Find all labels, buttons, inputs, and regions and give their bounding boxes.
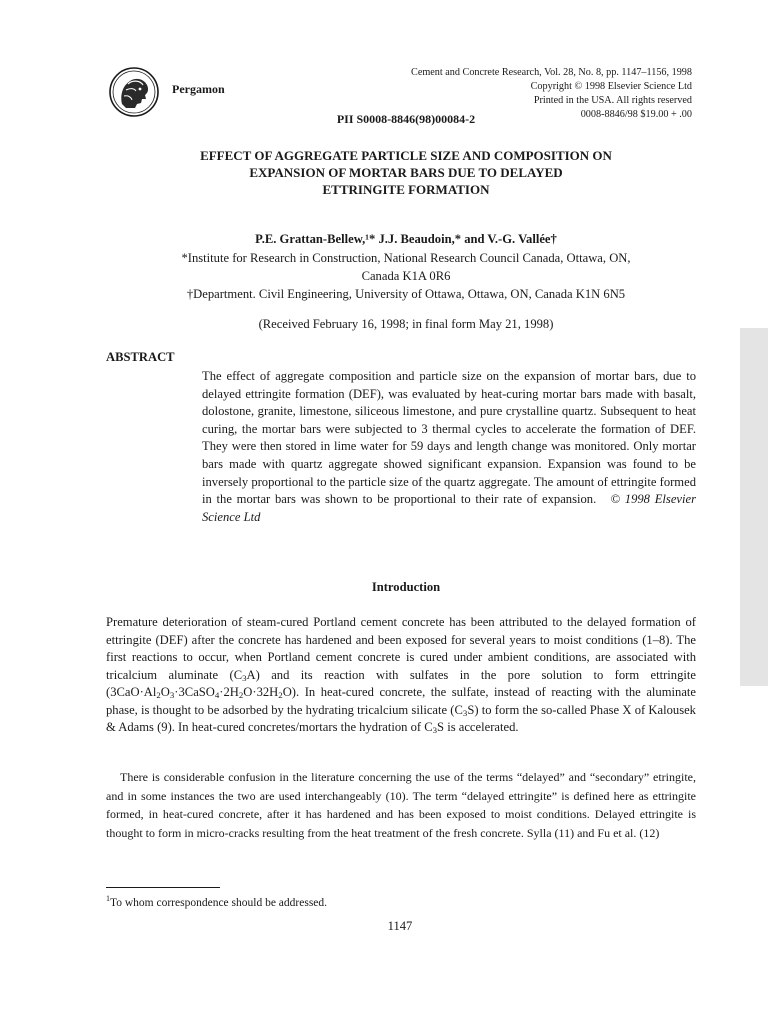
introduction-paragraph-1 [106, 614, 696, 737]
text-run: A) and its reaction with sulfates in the pore solution to form ettringite (3CaO·Al [106, 667, 696, 699]
abstract-text [202, 368, 696, 526]
journal-citation: Cement and Concrete Research, Vol. 28, No. 8, pp. 1147–1156, 1998 [411, 67, 692, 78]
text-run: Premature deterioration of steam-cured Portland cement concrete has been attributed to the delayed formation of ettringite (DEF) after the concrete has hardened and been exposed for several years to moist conditions (1–8). The first reactions to occur, when Portland cement concrete is cured under ambient conditions, are associated with tricalcium aluminate (C [106, 615, 696, 682]
text-run: S is accelerated. [437, 720, 519, 734]
subscript: 2 [238, 690, 244, 700]
subscript: 2 [156, 690, 161, 700]
subscript: 2 [278, 690, 283, 700]
pii-identifier: PII S0008-8846(98)00084-2 [336, 112, 476, 126]
article-title [106, 147, 706, 198]
affiliations [106, 249, 706, 303]
received-dates: (Received February 16, 1998; in final form May 21, 1998) [258, 317, 554, 331]
text-run: O). In heat-cured concrete, the sulfate, instead of reacting with the aluminate phase, is thought to be adsorbed by the hydrating tricalcium silicate (C [106, 685, 696, 717]
footnote-divider [106, 887, 220, 888]
footnote-text: To whom correspondence should be addressed. [110, 897, 328, 909]
abstract-heading: ABSTRACT [106, 350, 175, 364]
text-run: O·32H [243, 685, 279, 699]
subscript: 3 [169, 690, 175, 700]
introduction-paragraph-2: There is considerable confusion in the literature concerning the use of the terms “delayed” and “secondary” etringite, and in some instances the two are used interchangeably (10). The term “delayed ettringite” is defined here as ettringite formed, in heat-cured concrete, after it has hardened and has been exposed to moist conditions. Delayed ettringite is thought to form in micro-cracks resulting from the heat treatment of the fresh concrete. Sylla (11) and Fu et al. (12) [106, 770, 696, 840]
text-run: O [160, 685, 170, 699]
publisher-logo [108, 66, 160, 118]
page-number: 1147 [387, 919, 413, 933]
abstract-body: The effect of aggregate composition and particle size on the expansion of mortar bars, due to delayed ettringite formation (DEF), was evaluated by heat-curing mortar bars made with basalt, dolostone, granite, limestone, siliceous limestone, and pure crystalline quartz. Subsequent to heat curing, the mortar bars were subjected to 3 thermal cycles to accelerate the formation of DEF. They were then stored in lime water for 59 days and length change was monitored. Only mortar bars made with quartz aggregate showed significant expansion. Expansion was found to be inversely proportional to the particle size of the quartz aggregate. The amount of ettringite formed in the mortar bars was shown to be proportional to their rate of expansion. [202, 369, 696, 507]
affiliation-line: Canada K1A 0R6 [361, 269, 451, 283]
journal-printed: Printed in the USA. All rights reserved [533, 95, 692, 106]
title-line: EXPANSION OF MORTAR BARS DUE TO DELAYED [249, 165, 563, 180]
journal-copyright: Copyright © 1998 Elsevier Science Ltd [530, 81, 692, 92]
publisher-name: Pergamon [172, 82, 225, 96]
introduction-heading: Introduction [371, 580, 441, 594]
title-line: ETTRINGITE FORMATION [322, 182, 490, 197]
footnote-marker: 1 [106, 894, 111, 904]
text-run: ·2H [219, 685, 239, 699]
side-tab [740, 328, 768, 686]
title-line: EFFECT OF AGGREGATE PARTICLE SIZE AND COMPOSITION ON [200, 148, 612, 163]
subscript: 3 [432, 725, 438, 735]
affiliation-line: †Department. Civil Engineering, University of Ottawa, Ottawa, ON, Canada K1N 6N5 [186, 287, 626, 301]
affiliation-line: *Institute for Research in Construction, National Research Council Canada, Ottawa, ON, [181, 251, 631, 265]
subscript: 3 [462, 707, 468, 718]
author-list: P.E. Grattan-Bellew,¹* J.J. Beaudoin,* and V.-G. Vallée† [255, 232, 557, 246]
footnote [106, 894, 328, 909]
subscript: 3 [242, 672, 247, 683]
text-run: ·3CaSO [174, 685, 215, 699]
journal-issn: 0008-8846/98 $19.00 + .00 [580, 109, 692, 120]
abstract-copyright: © 1998 Elsevier Science Ltd [202, 492, 696, 524]
subscript: 4 [214, 690, 220, 700]
text-run: S) to form the so-called Phase X of Kalousek & Adams (9). In heat-cured concretes/mortars the hydration of C [106, 702, 696, 734]
